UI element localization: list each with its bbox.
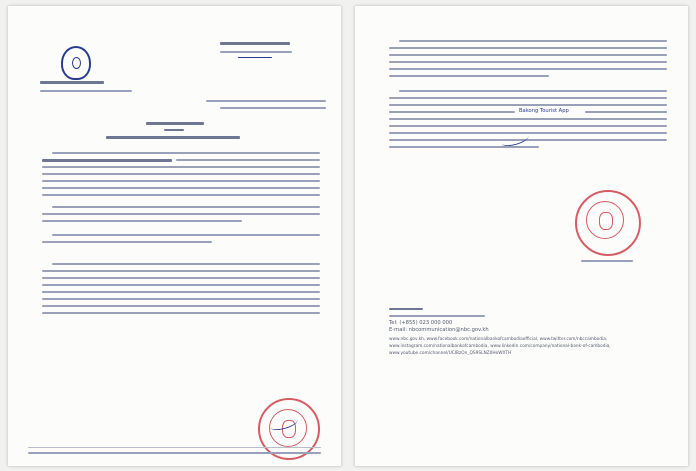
footer-address <box>28 452 321 454</box>
footer-divider <box>28 447 321 448</box>
body-line <box>399 40 667 42</box>
body-line <box>42 180 320 182</box>
body-line <box>585 111 667 113</box>
announcement-title <box>146 122 204 125</box>
body-line <box>389 97 667 99</box>
announcement-subject-label <box>164 129 184 131</box>
body-line <box>389 47 667 49</box>
official-stamp-icon <box>258 398 320 460</box>
body-line <box>389 68 667 70</box>
body-line <box>42 305 320 307</box>
announcement-subject <box>106 136 240 139</box>
body-line <box>42 270 320 272</box>
list-item <box>42 213 320 215</box>
body-line <box>42 187 320 189</box>
body-line-bold <box>42 159 172 162</box>
body-line <box>389 61 667 63</box>
copy-to-heading <box>389 308 423 310</box>
body-line <box>389 111 515 113</box>
letter-page-1 <box>8 6 341 466</box>
official-stamp-icon <box>575 190 641 256</box>
body-line <box>389 118 667 120</box>
motto-divider <box>238 57 272 58</box>
list-item <box>42 220 242 222</box>
contact-links-2: www.instagram.com/nationalbankofcambodia, www.linkedin.com/company/national-bank-of-cambodia, <box>389 344 611 349</box>
body-line <box>42 298 320 300</box>
contact-phone: Tel: (+855) 023 000 000 <box>389 320 453 326</box>
contact-links-1: www.nbc.gov.kh, www.facebook.com/nationalbankofcambodiaofficial, www.twitter.com/nbccambodia, <box>389 337 608 342</box>
kingdom-title <box>220 42 290 45</box>
copy-to-item <box>389 315 485 317</box>
list-item <box>52 206 320 208</box>
app-name: Bakong Tourist App <box>519 108 569 114</box>
body-line <box>389 54 667 56</box>
body-line <box>42 194 320 196</box>
body-line <box>399 90 667 92</box>
national-bank-logo-icon <box>61 46 91 80</box>
reference-number <box>40 90 132 92</box>
body-line <box>389 104 667 106</box>
contact-links-3: www.youtube.com/channel/UCIBzOn_QS9SLNZ0HoWXTH <box>389 351 512 356</box>
body-line <box>42 173 320 175</box>
body-line <box>389 125 667 127</box>
kingdom-motto <box>220 51 292 53</box>
contact-email: E-mail: nbcommunication@nbc.gov.kh <box>389 327 489 333</box>
list-item <box>52 234 320 236</box>
body-line <box>176 159 320 161</box>
body-line <box>42 291 320 293</box>
body-line <box>42 166 320 168</box>
body-line <box>389 146 539 148</box>
institution-name <box>40 81 104 84</box>
list-item <box>42 241 212 243</box>
body-line <box>389 75 549 77</box>
date-line-2 <box>220 107 326 109</box>
body-line <box>42 284 320 286</box>
date-line-1 <box>206 100 326 102</box>
governor-signature-name <box>581 260 633 262</box>
body-line <box>389 139 667 141</box>
body-line <box>42 277 320 279</box>
body-line <box>52 263 320 265</box>
body-line <box>42 312 320 314</box>
body-line <box>52 152 320 154</box>
letter-page-2 <box>355 6 688 466</box>
